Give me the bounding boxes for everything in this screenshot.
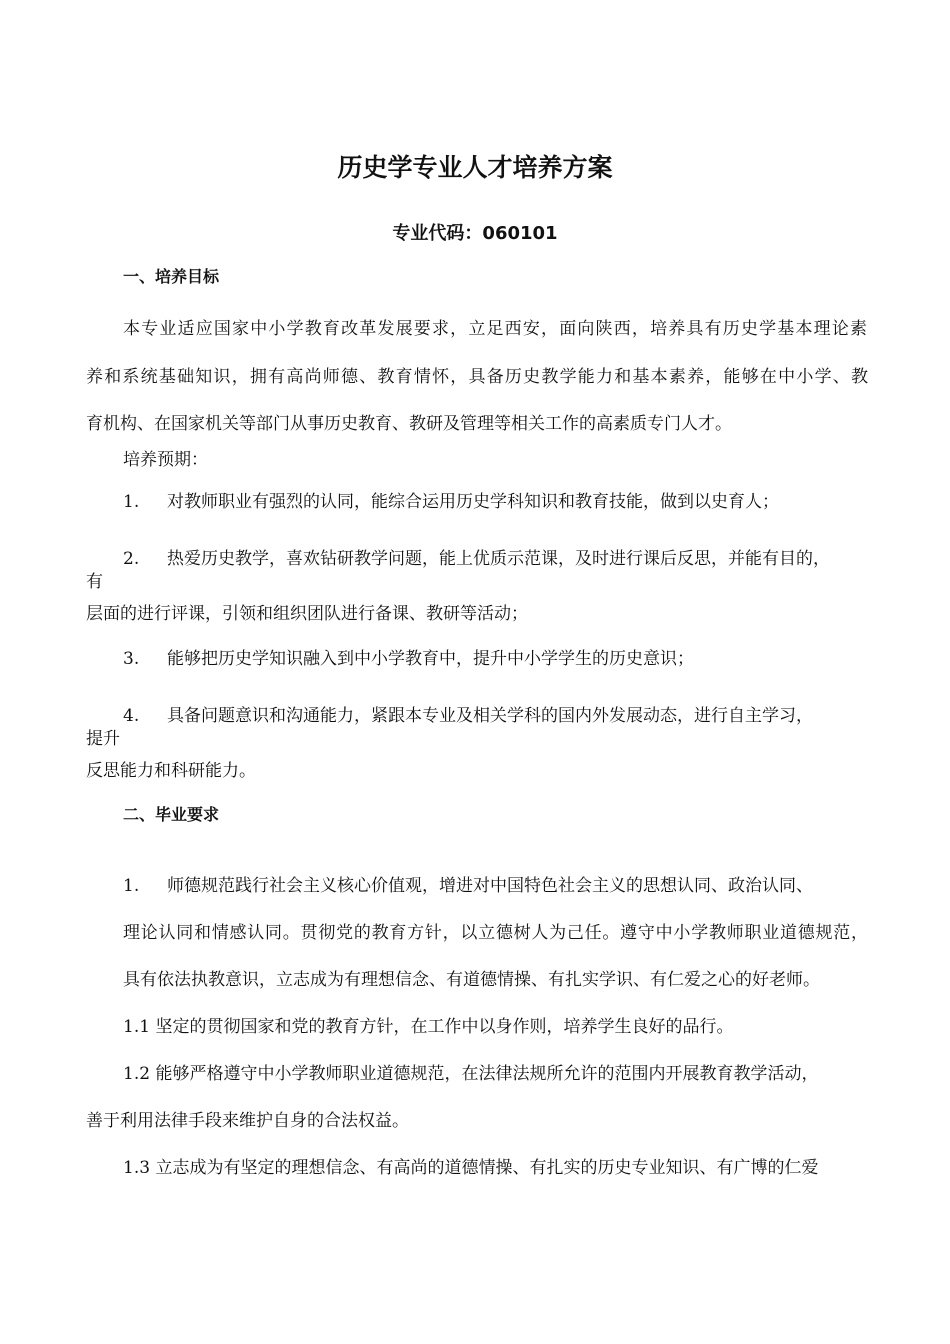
- item-text: 能够把历史学知识融入到中小学教育中，提升中小学学生的历史意识；: [167, 649, 694, 669]
- item-text: 师德规范践行社会主义核心价值观，增进对中国特色社会主义的思想认同、政治认同、: [167, 876, 813, 896]
- item-text-wrap: 提升: [86, 729, 120, 749]
- section-heading-training-goal: 一、培养目标: [123, 267, 220, 286]
- expectation-item: [123, 705, 813, 727]
- goal-paragraph-line: 育机构、在国家机关等部门从事历史教育、教研及管理等相关工作的高素质专门人才。: [86, 414, 732, 434]
- section-heading-graduation-requirements: 二、毕业要求: [123, 805, 220, 824]
- item-number: 1.: [123, 492, 140, 512]
- item-number: 3.: [123, 649, 140, 669]
- document-title: 历史学专业人才培养方案: [337, 153, 613, 182]
- goal-paragraph-line: 养和系统基础知识，拥有高尚师德、教育情怀，具备历史教学能力和基本素养，能够在中小学、教: [86, 367, 868, 387]
- expectation-item: [123, 491, 779, 513]
- item-text: 具备问题意识和沟通能力，紧跟本专业及相关学科的国内外发展动态，进行自主学习，: [167, 706, 813, 726]
- sub-requirement-1-3: 1.3 立志成为有坚定的理想信念、有高尚的道德情操、有扎实的历史专业知识、有广博的仁爱: [123, 1158, 819, 1178]
- item-text-continuation: 层面的进行评课，引领和组织团队进行备课、教研等活动；: [86, 604, 528, 624]
- item-number: 4.: [123, 706, 140, 726]
- major-code: 专业代码：060101: [392, 223, 558, 244]
- item-text: 对教师职业有强烈的认同，能综合运用历史学科知识和教育技能，做到以史育人；: [167, 492, 779, 512]
- goal-paragraph-line: 本专业适应国家中小学教育改革发展要求，立足西安，面向陕西，培养具有历史学基本理论素: [123, 319, 867, 339]
- expectation-label: 培养预期：: [123, 450, 208, 470]
- item-text-continuation: 反思能力和科研能力。: [86, 761, 256, 781]
- item-number: 1.: [123, 876, 140, 896]
- sub-requirement-continuation: 善于利用法律手段来维护自身的合法权益。: [86, 1111, 409, 1131]
- requirement-item: [123, 875, 813, 897]
- requirement-text-line: 具有依法执教意识，立志成为有理想信念、有道德情操、有扎实学识、有仁爱之心的好老师。: [123, 970, 820, 990]
- sub-requirement-1-2: 1.2 能够严格遵守中小学教师职业道德规范，在法律法规所允许的范围内开展教育教学活动，: [123, 1064, 819, 1084]
- expectation-item: [123, 548, 830, 570]
- item-text: 热爱历史教学，喜欢钻研教学问题，能上优质示范课，及时进行课后反思，并能有目的，: [167, 549, 830, 569]
- item-number: 2.: [123, 549, 140, 569]
- expectation-item: [123, 648, 694, 670]
- item-text-wrap: 有: [86, 572, 103, 592]
- sub-requirement-1-1: 1.1 坚定的贯彻国家和党的教育方针，在工作中以身作则，培养学生良好的品行。: [123, 1017, 734, 1037]
- requirement-text-line: 理论认同和情感认同。贯彻党的教育方针，以立德树人为己任。遵守中小学教师职业道德规范，: [123, 923, 868, 943]
